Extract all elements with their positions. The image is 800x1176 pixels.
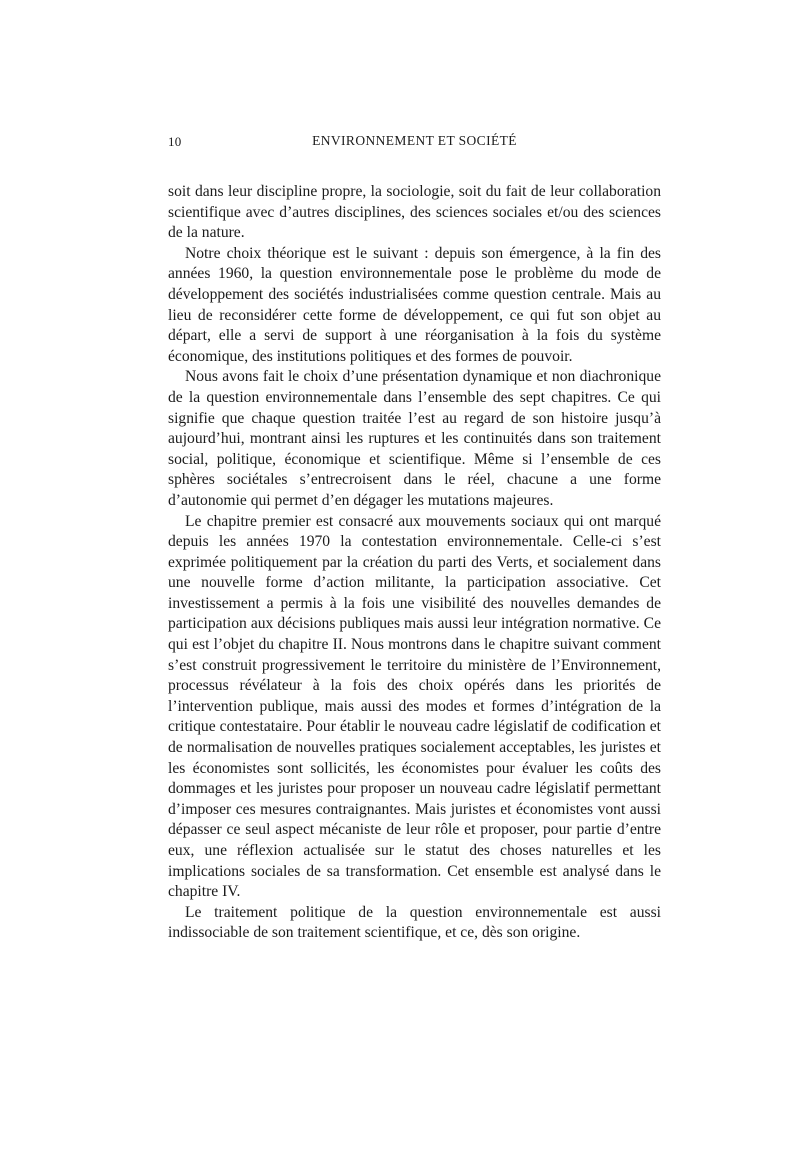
paragraph: Notre choix théorique est le suivant : depuis son émergence, à la fin des années 1960, la question environnementale pose le problème du mode de développement des sociétés industrialisées comme question centrale. Mais au lieu de reconsidérer cette forme de développement, ce qui fut son objet au départ, elle a servi de support à une réorganisation à la fois du système économique, des institutions politiques et des formes de pouvoir.: [168, 244, 661, 365]
paragraph: Le traitement politique de la question environnementale est aussi indissociable de son traitement scientifique, et ce, dès son origine.: [168, 903, 661, 942]
paragraph: Le chapitre premier est consacré aux mouvements sociaux qui ont marqué depuis les années 1970 la contestation environnementale. Celle-ci s’est exprimée politiquement par la création du parti des Verts, et socialement dans une nouvelle forme d’action militante, la participation associative. Cet investissement a permis à la fois une visibilité des nouvelles demandes de participation aux décisions publiques mais aussi leur intégration normative. Ce qui est l’objet du chapitre II. Nous montrons dans le chapitre suivant comment s’est construit progressivement le territoire du ministère de l’Environnement, processus révélateur à la fois des choix opérés dans les priorités de l’intervention publique, mais aussi des modes et formes d’intégration de la critique contestataire. Pour établir le nouveau cadre législatif de codification et de normalisation de nouvelles pratiques socialement acceptables, les juristes et les économistes sont sollicités, les économistes pour évaluer les coûts des dommages et les juristes pour proposer un nouveau cadre législatif permettant d’imposer ces mesures contraignantes. Mais juristes et économistes vont aussi dépasser ce seul aspect mécaniste de leur rôle et proposer, pour partie d’entre eux, une réflexion actualisée sur le statut des choses naturelles et les implications sociales de sa transformation. Cet ensemble est analysé dans le chapitre IV.: [168, 512, 661, 901]
running-head: ENVIRONNEMENT ET SOCIÉTÉ: [312, 133, 517, 148]
page-header: [168, 133, 661, 151]
paragraph: Nous avons fait le choix d’une présentation dynamique et non diachronique de la question environnementale dans l’ensemble des sept chapitres. Ce qui signifie que chaque question traitée l’est au regard de son histoire jusqu’à aujourd’hui, montrant ainsi les ruptures et les continuités dans son traitement social, politique, économique et scientifique. Même si l’ensemble de ces sphères sociétales s’entrecroisent dans le réel, chacune a une forme d’autonomie qui permet d’en dégager les mutations majeures.: [168, 368, 661, 509]
page-body: [168, 182, 661, 944]
paragraph: soit dans leur discipline propre, la sociologie, soit du fait de leur collaboration scientifique avec d’autres disciplines, des sciences sociales et/ou des sciences de la nature.: [168, 183, 661, 242]
page-number: 10: [168, 134, 182, 149]
